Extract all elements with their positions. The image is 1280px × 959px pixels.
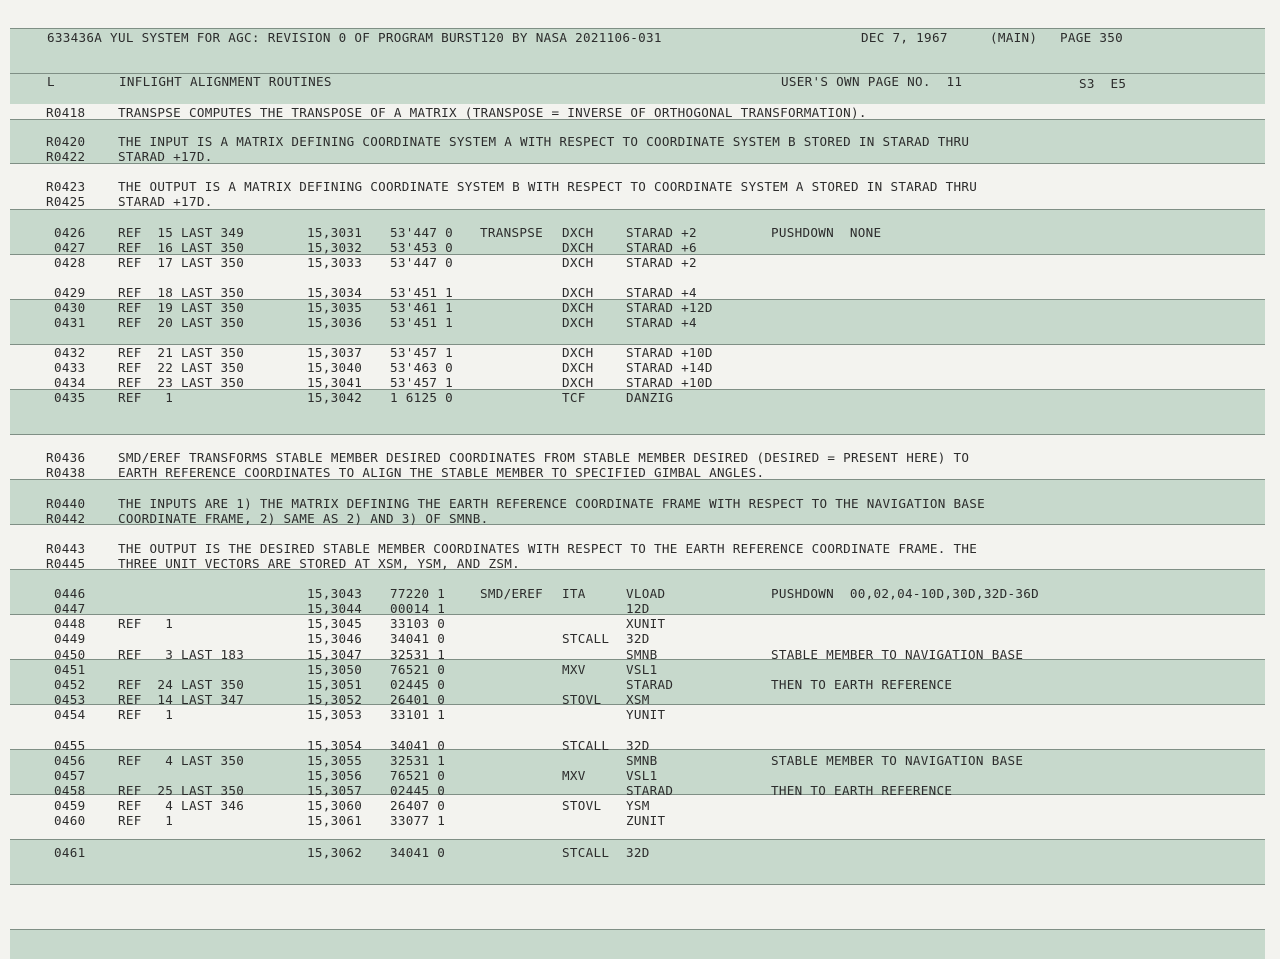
remark-text: STARAD +17D. — [118, 194, 213, 209]
users-page-number: USER'S OWN PAGE NO. 11 — [781, 74, 963, 89]
operand-field: SMNB — [626, 753, 658, 768]
address-field: 15,3036 — [307, 315, 363, 330]
reference-field: REF 3 LAST 183 — [118, 647, 245, 662]
opcode-field: STCALL — [562, 845, 610, 860]
remark-number: R0436 — [46, 450, 86, 465]
opcode-field: DXCH — [562, 345, 594, 360]
operand-field: STARAD +10D — [626, 375, 713, 390]
routine-title: INFLIGHT ALIGNMENT ROUTINES — [119, 74, 332, 89]
octal-code: 53'463 0 — [390, 360, 454, 375]
remark-number: R0445 — [46, 556, 86, 571]
line-number: 0453 — [54, 692, 86, 707]
greenbar-band — [10, 929, 1265, 959]
address-field: 15,3045 — [307, 616, 363, 631]
octal-code: 26401 0 — [390, 692, 446, 707]
operand-field: SMNB — [626, 647, 658, 662]
reference-field: REF 17 LAST 350 — [118, 255, 245, 270]
remark-number: R0418 — [46, 105, 86, 120]
reference-field: REF 22 LAST 350 — [118, 360, 245, 375]
octal-code: 53'447 0 — [390, 225, 454, 240]
address-field: 15,3040 — [307, 360, 363, 375]
address-field: 15,3034 — [307, 285, 363, 300]
address-field: 15,3042 — [307, 390, 363, 405]
program-id: 633436A YUL SYSTEM FOR AGC: REVISION 0 OF PROGRAM BURST120 BY NASA 2021106-031 — [47, 30, 662, 45]
operand-field: VLOAD — [626, 586, 666, 601]
listing-section: (MAIN) — [990, 30, 1038, 45]
line-number: 0426 — [54, 225, 86, 240]
comment-field: PUSHDOWN NONE — [771, 225, 882, 240]
operand-field: STARAD +2 — [626, 255, 697, 270]
reference-field: REF 15 LAST 349 — [118, 225, 245, 240]
opcode-field: MXV — [562, 768, 586, 783]
opcode-field: DXCH — [562, 300, 594, 315]
remark-text: THE INPUTS ARE 1) THE MATRIX DEFINING THE EARTH REFERENCE COORDINATE FRAME WITH RESPECT TO THE NAVIGATION BASE — [118, 496, 986, 511]
line-number: 0449 — [54, 631, 86, 646]
band-rule — [10, 884, 1265, 885]
address-field: 15,3047 — [307, 647, 363, 662]
remark-number: R0422 — [46, 149, 86, 164]
operand-field: STARAD +2 — [626, 225, 697, 240]
reference-field: REF 19 LAST 350 — [118, 300, 245, 315]
opcode-field: DXCH — [562, 225, 594, 240]
octal-code: 77220 1 — [390, 586, 446, 601]
operand-field: 32D — [626, 631, 650, 646]
line-number: 0455 — [54, 738, 86, 753]
octal-code: 53'461 1 — [390, 300, 454, 315]
remark-text: THREE UNIT VECTORS ARE STORED AT XSM, YSM, AND ZSM. — [118, 556, 520, 571]
operand-field: STARAD +10D — [626, 345, 713, 360]
operand-field: YUNIT — [626, 707, 666, 722]
address-field: 15,3056 — [307, 768, 363, 783]
line-number: 0457 — [54, 768, 86, 783]
line-number: 0434 — [54, 375, 86, 390]
band-rule — [10, 434, 1265, 435]
address-field: 15,3032 — [307, 240, 363, 255]
remark-number: R0420 — [46, 134, 86, 149]
operand-field: YSM — [626, 798, 650, 813]
operand-field: DANZIG — [626, 390, 674, 405]
line-number: 0433 — [54, 360, 86, 375]
operand-field: 32D — [626, 845, 650, 860]
reference-field: REF 18 LAST 350 — [118, 285, 245, 300]
band-rule — [10, 209, 1265, 210]
octal-code: 32531 1 — [390, 647, 446, 662]
band-rule — [10, 929, 1265, 930]
line-number: 0461 — [54, 845, 86, 860]
octal-code: 32531 1 — [390, 753, 446, 768]
opcode-field: DXCH — [562, 315, 594, 330]
line-number: 0459 — [54, 798, 86, 813]
band-rule — [10, 839, 1265, 840]
line-number: 0429 — [54, 285, 86, 300]
address-field: 15,3046 — [307, 631, 363, 646]
line-number: 0454 — [54, 707, 86, 722]
address-field: 15,3061 — [307, 813, 363, 828]
band-rule — [10, 28, 1265, 29]
octal-code: 00014 1 — [390, 601, 446, 616]
line-number: 0435 — [54, 390, 86, 405]
reference-field: REF 20 LAST 350 — [118, 315, 245, 330]
address-field: 15,3041 — [307, 375, 363, 390]
operand-field: VSL1 — [626, 662, 658, 677]
address-field: 15,3054 — [307, 738, 363, 753]
opcode-field: STCALL — [562, 738, 610, 753]
remark-number: R0440 — [46, 496, 86, 511]
octal-code: 33101 1 — [390, 707, 446, 722]
line-number: 0446 — [54, 586, 86, 601]
reference-field: REF 14 LAST 347 — [118, 692, 245, 707]
remark-number: R0438 — [46, 465, 86, 480]
reference-field: REF 1 — [118, 813, 174, 828]
line-number: 0451 — [54, 662, 86, 677]
octal-code: 34041 0 — [390, 738, 446, 753]
line-number: 0452 — [54, 677, 86, 692]
address-field: 15,3035 — [307, 300, 363, 315]
line-number: 0431 — [54, 315, 86, 330]
operand-field: ZUNIT — [626, 813, 666, 828]
operand-field: STARAD +6 — [626, 240, 697, 255]
remark-number: R0423 — [46, 179, 86, 194]
octal-code: 76521 0 — [390, 768, 446, 783]
opcode-field: DXCH — [562, 255, 594, 270]
opcode-field: TCF — [562, 390, 586, 405]
operand-field: 32D — [626, 738, 650, 753]
line-number: 0427 — [54, 240, 86, 255]
reference-field: REF 1 — [118, 707, 174, 722]
address-field: 15,3057 — [307, 783, 363, 798]
operand-field: STARAD +4 — [626, 285, 697, 300]
octal-code: 26407 0 — [390, 798, 446, 813]
octal-code: 53'447 0 — [390, 255, 454, 270]
address-field: 15,3053 — [307, 707, 363, 722]
address-field: 15,3033 — [307, 255, 363, 270]
address-field: 15,3052 — [307, 692, 363, 707]
reference-field: REF 21 LAST 350 — [118, 345, 245, 360]
remark-number: R0425 — [46, 194, 86, 209]
octal-code: 34041 0 — [390, 845, 446, 860]
address-field: 15,3037 — [307, 345, 363, 360]
remark-text: THE INPUT IS A MATRIX DEFINING COORDINATE SYSTEM A WITH RESPECT TO COORDINATE SYSTEM B STORED IN STARAD THRU — [118, 134, 970, 149]
address-field: 15,3060 — [307, 798, 363, 813]
operand-field: STARAD +4 — [626, 315, 697, 330]
address-field: 15,3044 — [307, 601, 363, 616]
subheader-codes: S3 E5 — [1079, 76, 1127, 91]
operand-field: VSL1 — [626, 768, 658, 783]
octal-code: 53'457 1 — [390, 345, 454, 360]
operand-field: STARAD +14D — [626, 360, 713, 375]
operand-field: STARAD +12D — [626, 300, 713, 315]
label-field: TRANSPSE — [480, 225, 544, 240]
reference-field: REF 25 LAST 350 — [118, 783, 245, 798]
octal-code: 02445 0 — [390, 783, 446, 798]
octal-code: 53'453 0 — [390, 240, 454, 255]
address-field: 15,3051 — [307, 677, 363, 692]
comment-field: STABLE MEMBER TO NAVIGATION BASE — [771, 647, 1024, 662]
remark-text: STARAD +17D. — [118, 149, 213, 164]
opcode-field: STCALL — [562, 631, 610, 646]
opcode-field: DXCH — [562, 285, 594, 300]
octal-code: 02445 0 — [390, 677, 446, 692]
comment-field: PUSHDOWN 00,02,04-10D,30D,32D-36D — [771, 586, 1039, 601]
octal-code: 53'451 1 — [390, 315, 454, 330]
remark-text: THE OUTPUT IS A MATRIX DEFINING COORDINATE SYSTEM B WITH RESPECT TO COORDINATE SYSTEM A STORED IN STARAD THRU — [118, 179, 978, 194]
octal-code: 33103 0 — [390, 616, 446, 631]
address-field: 15,3062 — [307, 845, 363, 860]
operand-field: 12D — [626, 601, 650, 616]
line-number: 0456 — [54, 753, 86, 768]
page-number: PAGE 350 — [1060, 30, 1124, 45]
remark-text: COORDINATE FRAME, 2) SAME AS 2) AND 3) OF SMNB. — [118, 511, 489, 526]
remark-text: TRANSPSE COMPUTES THE TRANSPOSE OF A MATRIX (TRANSPOSE = INVERSE OF ORTHOGONAL TRANSFORMATION). — [118, 105, 867, 120]
opcode-field: MXV — [562, 662, 586, 677]
subheader-left: L — [47, 74, 55, 89]
octal-code: 76521 0 — [390, 662, 446, 677]
reference-field: REF 4 LAST 350 — [118, 753, 245, 768]
comment-field: THEN TO EARTH REFERENCE — [771, 677, 953, 692]
address-field: 15,3050 — [307, 662, 363, 677]
octal-code: 34041 0 — [390, 631, 446, 646]
opcode-field: DXCH — [562, 240, 594, 255]
octal-code: 53'457 1 — [390, 375, 454, 390]
line-number: 0450 — [54, 647, 86, 662]
octal-code: 33077 1 — [390, 813, 446, 828]
opcode-field: ITA — [562, 586, 586, 601]
address-field: 15,3043 — [307, 586, 363, 601]
line-number: 0432 — [54, 345, 86, 360]
line-number: 0460 — [54, 813, 86, 828]
opcode-field: DXCH — [562, 360, 594, 375]
remark-text: EARTH REFERENCE COORDINATES TO ALIGN THE STABLE MEMBER TO SPECIFIED GIMBAL ANGLES. — [118, 465, 765, 480]
operand-field: STARAD — [626, 677, 674, 692]
octal-code: 53'451 1 — [390, 285, 454, 300]
reference-field: REF 1 — [118, 616, 174, 631]
remark-text: THE OUTPUT IS THE DESIRED STABLE MEMBER COORDINATES WITH RESPECT TO THE EARTH REFERENCE COORDINATE FRAME. THE — [118, 541, 978, 556]
reference-field: REF 4 LAST 346 — [118, 798, 245, 813]
line-number: 0458 — [54, 783, 86, 798]
line-number: 0430 — [54, 300, 86, 315]
reference-field: REF 23 LAST 350 — [118, 375, 245, 390]
octal-code: 1 6125 0 — [390, 390, 454, 405]
address-field: 15,3031 — [307, 225, 363, 240]
line-number: 0447 — [54, 601, 86, 616]
comment-field: STABLE MEMBER TO NAVIGATION BASE — [771, 753, 1024, 768]
label-field: SMD/EREF — [480, 586, 544, 601]
opcode-field: DXCH — [562, 375, 594, 390]
reference-field: REF 1 — [118, 390, 174, 405]
opcode-field: STOVL — [562, 692, 602, 707]
comment-field: THEN TO EARTH REFERENCE — [771, 783, 953, 798]
line-number: 0428 — [54, 255, 86, 270]
line-number: 0448 — [54, 616, 86, 631]
remark-number: R0443 — [46, 541, 86, 556]
opcode-field: STOVL — [562, 798, 602, 813]
listing-date: DEC 7, 1967 — [861, 30, 948, 45]
operand-field: XSM — [626, 692, 650, 707]
operand-field: XUNIT — [626, 616, 666, 631]
operand-field: STARAD — [626, 783, 674, 798]
reference-field: REF 24 LAST 350 — [118, 677, 245, 692]
address-field: 15,3055 — [307, 753, 363, 768]
remark-number: R0442 — [46, 511, 86, 526]
reference-field: REF 16 LAST 350 — [118, 240, 245, 255]
remark-text: SMD/EREF TRANSFORMS STABLE MEMBER DESIRED COORDINATES FROM STABLE MEMBER DESIRED (DESIRED = PRESENT HERE) TO — [118, 450, 970, 465]
